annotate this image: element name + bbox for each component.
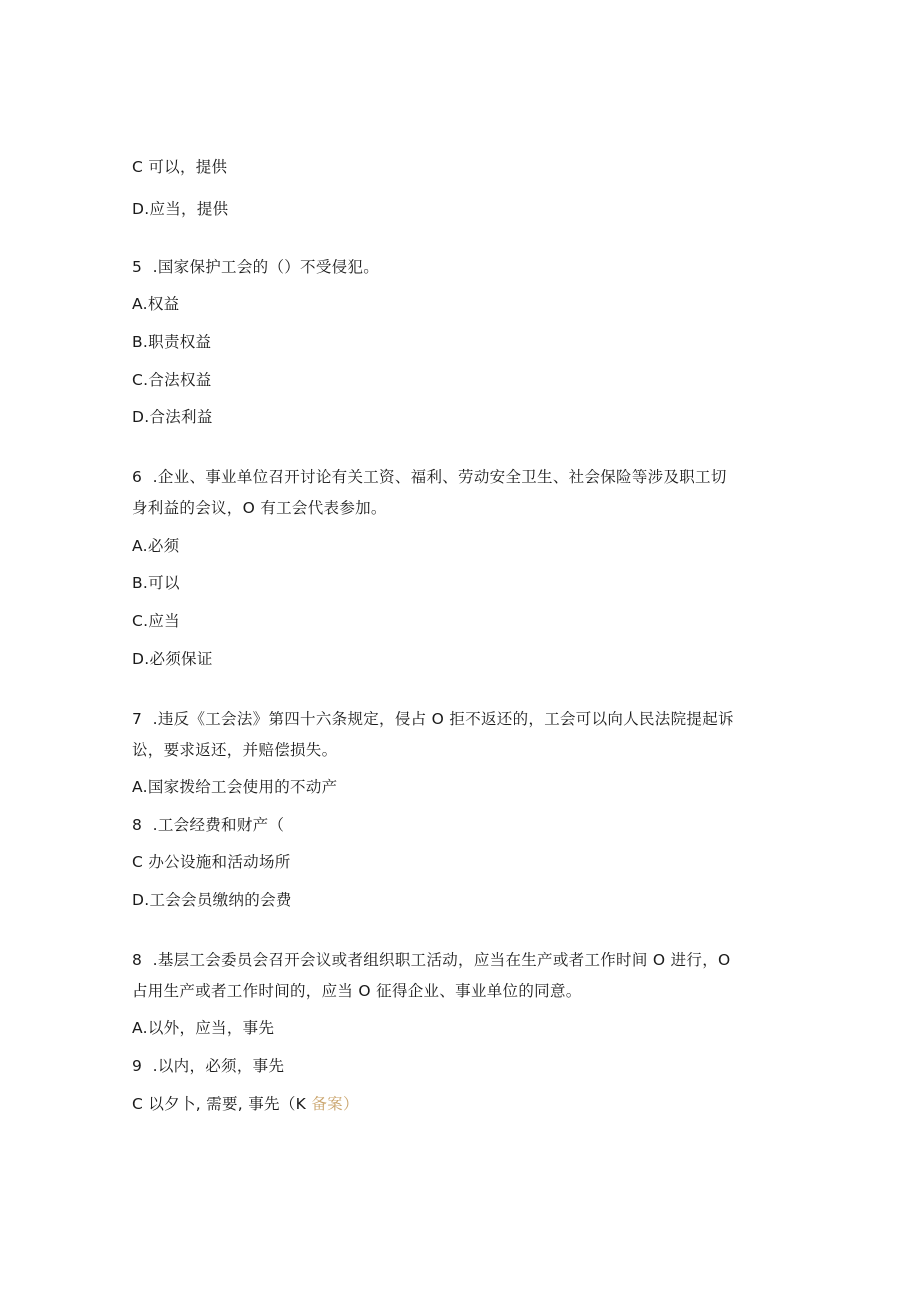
option-b-q5: B.职责权益 [132, 333, 212, 351]
question-5: 5 .国家保护工会的（）不受侵犯。 [132, 258, 380, 276]
option-c-q6: C.应当 [132, 612, 180, 630]
option-b-q6: B.可以 [132, 574, 180, 592]
option-d-q7: D.工会会员缴纳的会费 [132, 891, 292, 909]
option-d-q4: D.应当，提供 [132, 200, 229, 218]
option-a-q5: A.权益 [132, 295, 180, 313]
question-6-line-2: 身利益的会议，O 有工会代表参加。 [132, 499, 387, 517]
option-c-q8-text: C 以夕卜, 需要, 事先（K [132, 1095, 312, 1113]
question-8-line-1: 8 .基层工会委员会召开会议或者组织职工活动，应当在生产或者工作时间 O 进行，O [132, 951, 731, 969]
option-a-q8: A.以外，应当，事先 [132, 1019, 275, 1037]
option-c-q8 [132, 1094, 359, 1114]
option-c-q7: C 办公设施和活动场所 [132, 853, 291, 871]
option-d-q5: D.合法利益 [132, 408, 213, 426]
option-d-q6: D.必须保证 [132, 650, 213, 668]
question-6-line-1: 6 .企业、事业单位召开讨论有关工资、福利、劳动安全卫生、社会保险等涉及职工切 [132, 468, 727, 486]
question-7-line-2: 讼，要求返还，并赔偿损失。 [132, 741, 338, 759]
option-a-q7: A.国家拨给工会使用的不动产 [132, 778, 338, 796]
question-9-fragment: 9 .以内，必须，事先 [132, 1057, 285, 1075]
option-a-q6: A.必须 [132, 537, 180, 555]
question-8-fragment: 8 .工会经费和财产（ [132, 816, 285, 834]
option-c-q4: C 可以，提供 [132, 158, 228, 176]
option-c-q8-accent: 备案） [311, 1095, 359, 1113]
option-c-q5: C.合法权益 [132, 371, 212, 389]
question-7-line-1: 7 .违反《工会法》第四十六条规定，侵占 O 拒不返还的，工会可以向人民法院提起诉 [132, 710, 734, 728]
question-8-line-2: 占用生产或者工作时间的，应当 O 征得企业、事业单位的同意。 [132, 982, 582, 1000]
